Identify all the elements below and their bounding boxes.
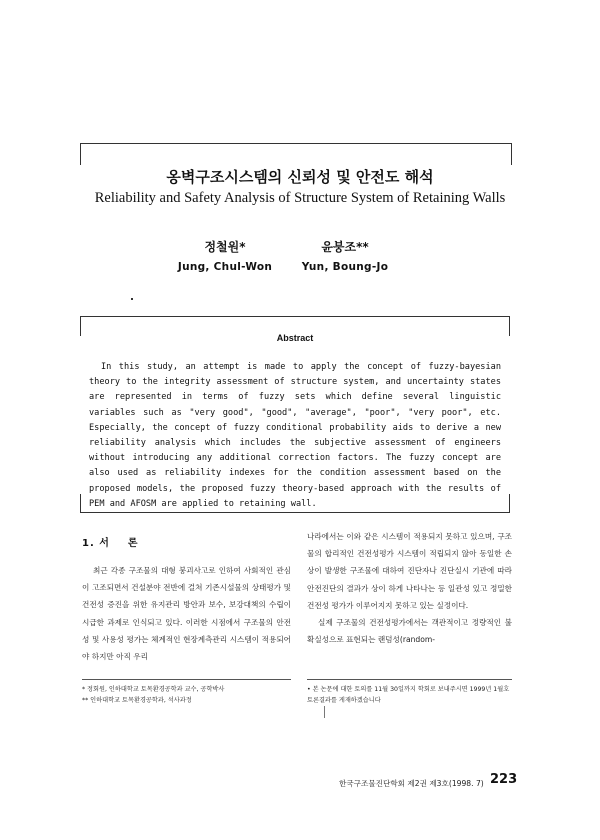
right-column [307, 528, 512, 648]
left-footnote-rule [82, 679, 291, 680]
footnote-discussion-notice: • 본 논문에 대한 토의를 11월 30일까지 학회로 보내주시면 1999년 1월호 토론결과를 게재하겠습니다 [307, 686, 510, 704]
title-box-left-rule [80, 143, 81, 165]
paper-title-english: Reliability and Safety Analysis of Structure System of Retaining Walls [94, 190, 506, 206]
footer-tick-mark [324, 706, 325, 718]
footnote-author-1: * 정회원, 인하대학교 토목환경공학과 교수, 공학박사 [82, 686, 225, 693]
author-2-english-name: Yun, Boung-Jo [301, 261, 389, 273]
abstract-bottom-left-rule [80, 494, 81, 513]
author-1 [160, 238, 290, 273]
title-box-right-rule [511, 143, 512, 165]
left-column [82, 562, 291, 665]
abstract-text: In this study, an attempt is made to apply the concept of fuzzy-bayesian theory to the integrity assessment of structure system, and uncertainty states are represented in terms of fuzzy sets which define several linguistic variables such as "very good", "good", "average", "poor", "very poor", etc. Especially, the concept of fuzzy conditional probability aids to derive a new reliability analysis which includes the subjective assessment of engineers without introducing any additional correction factors. The fuzzy concept are also used as reliability indexes for the condition assessment based on the proposed models, the proposed fuzzy theory-based approach with the results of PEM and AFOSM are applied to retaining wall. [89, 362, 501, 509]
right-column-paragraph-1: 나라에서는 이와 같은 시스템이 적용되지 못하고 있으며, 구조물의 합리적인 건전성평가 시스템이 적립되지 않아 동일한 손상이 발생한 구조물에 대하여 진단자나 진단실시 기관에 따라 안전진단의 결과가 상이 하게 나타나는 등 일관성 있고 정밀한 건전성 평가가 이루어지지 못하고 있는 실정이다. [307, 532, 512, 610]
section-heading-introduction: 1. 서 론 [82, 538, 139, 549]
abstract-bottom-rule [80, 512, 510, 513]
author-1-korean-name: 정철원* [204, 240, 246, 254]
abstract-box [80, 316, 510, 513]
abstract-bottom-right-rule [509, 494, 510, 513]
stray-dot-mark [131, 298, 133, 300]
left-column-paragraph: 최근 각종 구조물의 대형 붕괴사고로 인하여 사회적인 관심이 고조되면서 건설분야 전반에 걸쳐 기존시설물의 상태평가 및 건전성 증진을 위한 유지관리 방안과 보수, 보강대책의 수립이 시급한 과제로 인식되고 있다. 이러한 시점에서 구조물의 안전성 및 사용성 평가는 체계적인 현장계측관리 시스템이 적용되어야 하지만 아직 우리 [82, 566, 291, 662]
abstract-heading: Abstract [276, 333, 314, 343]
abstract-top-rule [80, 316, 510, 317]
left-footnotes [82, 684, 291, 706]
right-footnote-rule [307, 679, 512, 680]
author-2-korean-name: 윤붕조** [321, 240, 369, 254]
author-1-english-name: Jung, Chul-Won [177, 261, 273, 273]
footnote-author-2: ** 인하대학교 토목환경공학과, 석사과정 [82, 697, 192, 704]
page-number: 223 [490, 772, 518, 787]
author-2 [280, 238, 410, 273]
right-footnote [307, 684, 512, 706]
right-column-paragraph-2: 실제 구조물의 건전성평가에서는 객관적이고 정량적인 불확실성으로 표현되는 랜덤성(random- [307, 618, 512, 645]
paper-title-korean: 옹벽구조시스템의 신뢰성 및 안전도 해석 [166, 168, 434, 186]
journal-citation: 한국구조물진단학회 제2권 제3호(1998. 7) [339, 779, 484, 788]
title-box-top-rule [80, 143, 512, 144]
abstract-body [89, 360, 501, 512]
